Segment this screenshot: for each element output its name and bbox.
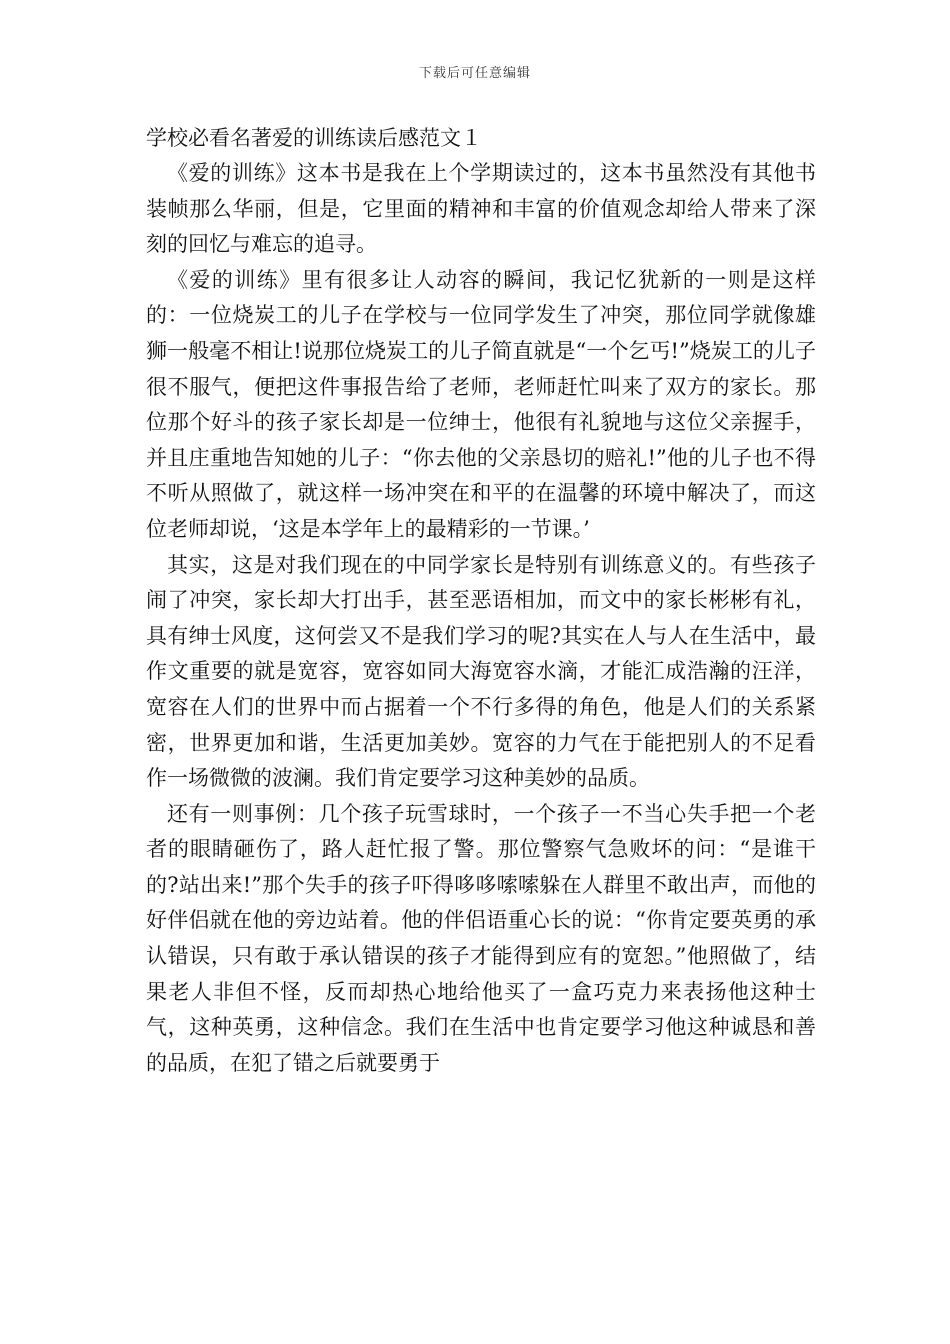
paragraph-3: 其实，这是对我们现在的中同学家长是特别有训练意义的。有些孩子闹了冲突，家长却大打出手，甚至恶语相加，而文中的家长彬彬有礼，具有绅士风度，这何尝又不是我们学习的呢?其实在人与人在生活中，最作文重要的就是宽容，宽容如同大海宽容水滴，才能汇成浩瀚的汪洋，宽容在人们的世界中而占据着一个不行多得的角色，他是人们的关系紧密，世界更加和谐，生活更加美妙。宽容的力气在于能把别人的不足看作一场微微的波澜。我们肯定要学习这种美妙的品质。 [146, 552, 816, 791]
paragraph-4: 还有一则事例：几个孩子玩雪球时，一个孩子一不当心失手把一个老者的眼睛砸伤了，路人赶忙报了警。那位警察气急败坏的问：“是谁干的?站出来!”那个失手的孩子吓得哆哆嗦嗦躲在人群里不敢出声，而他的好伴侣就在他的旁边站着。他的伴侣语重心长的说：“你肯定要英勇的承认错误，只有敢于承认错误的孩子才能得到应有的宽恕。”他照做了，结果老人非但不怪，反而却热心地给他买了一盒巧克力来表扬他这种士气，这种英勇，这种信念。我们在生活中也肯定要学习他这种诚恳和善的品质，在犯了错之后就要勇于 [146, 801, 816, 1075]
document-title: 学校必看名著爱的训练读后感范文１ [146, 126, 482, 150]
document-body [146, 120, 816, 1081]
page-header: 下载后可任意编辑 [418, 66, 531, 81]
paragraph-2: 《爱的训练》里有很多让人动容的瞬间，我记忆犹新的一则是这样的：一位烧炭工的儿子在学校与一位同学发生了冲突，那位同学就像雄狮一般毫不相让!说那位烧炭工的儿子简直就是“一个乞丐!”烧炭工的儿子很不服气，便把这件事报告给了老师，老师赶忙叫来了双方的家长。那位那个好斗的孩子家长却是一位绅士，他很有礼貌地与这位父亲握手，并且庄重地告知她的儿子：“你去他的父亲恳切的赔礼!”他的儿子也不得不听从照做了，就这样一场冲突在和平的在温馨的环境中解决了，而这位老师却说，‘这是本学年上的最精彩的一节课。’ [146, 267, 816, 541]
paragraph-1: 《爱的训练》这本书是我在上个学期读过的，这本书虽然没有其他书装帧那么华丽，但是，它里面的精神和丰富的价值观念却给人带来了深刻的回忆与难忘的追寻。 [146, 161, 816, 257]
